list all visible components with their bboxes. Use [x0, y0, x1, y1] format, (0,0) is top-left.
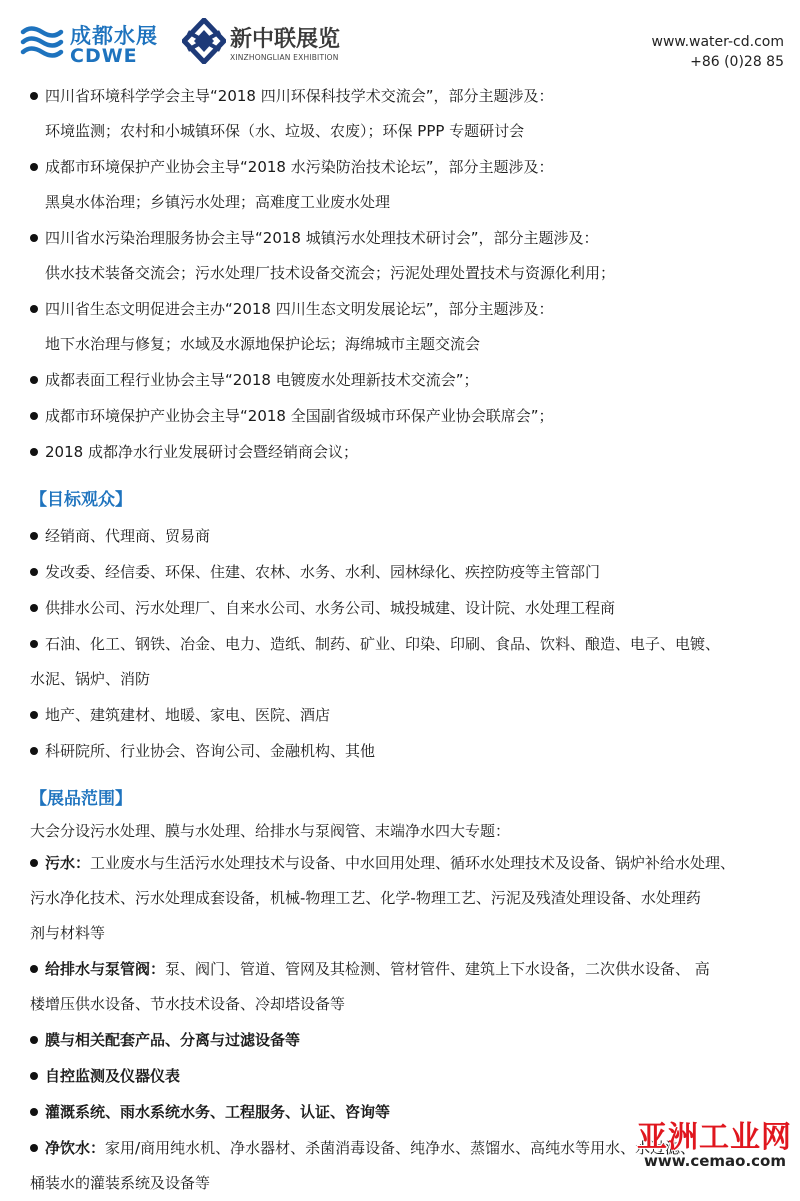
xinzhonglian-logo-cn: 新中联展览 [230, 27, 341, 52]
page-header [0, 0, 800, 78]
list-item-detail: 黑臭水体治理；乡镇污水处理；高难度工业废水处理 [45, 193, 391, 211]
list-item: 四川省环境科学学会主导“2018 四川环保科技学术交流会”，部分主题涉及： [30, 78, 790, 114]
list-item-detail: 环境监测；农村和小城镇环保（水、垃圾、农废）；环保 PPP 专题研讨会 [45, 122, 525, 140]
cdwe-logo [20, 20, 170, 66]
water-waves-icon [20, 20, 64, 64]
exhibits-section-title: 【展品范围】 [30, 789, 132, 809]
list-item-heading: 净饮水： [45, 1139, 106, 1157]
xinzhonglian-logo [182, 18, 352, 68]
list-item-heading: 污水： [45, 854, 91, 872]
list-item-heading: 膜与相关配套产品、分离与过滤设备等 [45, 1031, 301, 1049]
contact-info [652, 32, 785, 72]
list-item-detail: 地下水治理与修复；水域及水源地保护论坛；海绵城市主题交流会 [45, 335, 481, 353]
document-body [30, 78, 790, 1201]
list-item [30, 845, 790, 881]
website-link[interactable]: www.water-cd.com [651, 34, 784, 50]
list-item: 供排水公司、污水处理厂、自来水公司、水务公司、城投城建、设计院、水处理工程商 [30, 590, 790, 626]
list-item: 成都表面工程行业协会主导“2018 电镀废水处理新技术交流会”； [30, 362, 790, 398]
list-item: 经销商、代理商、贸易商 [30, 518, 790, 554]
audience-section-title: 【目标观众】 [30, 490, 132, 510]
list-item [30, 1058, 790, 1094]
watermark [632, 1112, 792, 1178]
list-item: 石油、化工、钢铁、冶金、电力、造纸、制药、矿业、印染、印刷、食品、饮料、酿造、电子、电镀、 [30, 626, 790, 662]
xinzhonglian-mark-icon [182, 18, 226, 64]
cdwe-logo-cn: 成都水展 [70, 24, 158, 48]
list-item: 科研院所、行业协会、咨询公司、金融机构、其他 [30, 733, 790, 769]
list-item: 地产、建筑建材、地暖、家电、医院、酒店 [30, 697, 790, 733]
xinzhonglian-logo-en: XINZHONGLIAN EXHIBITION [230, 53, 339, 62]
list-item-heading: 自控监测及仪器仪表 [45, 1067, 181, 1085]
list-item-detail: 供水技术装备交流会；污水处理厂技术设备交流会；污泥处理处置技术与资源化利用； [45, 264, 616, 282]
list-item: 2018 成都净水行业发展研讨会暨经销商会议； [30, 434, 790, 470]
list-item [30, 1022, 790, 1058]
list-item-detail: 水泥、锅炉、消防 [30, 670, 151, 688]
exhibits-intro: 大会分设污水处理、膜与水处理、给排水与泵阀管、末端净水四大专题： [30, 822, 511, 840]
list-item: 发改委、经信委、环保、住建、农林、水务、水利、园林绿化、疾控防疫等主管部门 [30, 554, 790, 590]
list-item-detail: 剂与材料等 [30, 924, 106, 942]
list-item-text: 家用/商用纯水机、净水器材、杀菌消毒设备、纯净水、蒸馏水、高纯水等用水、水过滤、 [105, 1139, 696, 1157]
list-item: 四川省水污染治理服务协会主导“2018 城镇污水处理技术研讨会”，部分主题涉及： [30, 220, 790, 256]
phone-number: +86 (0)28 85 [690, 54, 784, 70]
list-item-text: 泵、阀门、管道、管网及其检测、管材管件、建筑上下水设备，二次供水设备、 高 [165, 960, 710, 978]
audience-list [30, 518, 790, 769]
watermark-text: 亚洲工业网 [637, 1120, 792, 1155]
list-item-detail: 楼增压供水设备、节水技术设备、冷却塔设备等 [30, 995, 346, 1013]
list-item-detail: 桶装水的灌装系统及设备等 [30, 1174, 211, 1192]
list-item [30, 951, 790, 987]
list-item-heading: 给排水与泵管阀： [45, 960, 166, 978]
list-item: 成都市环境保护产业协会主导“2018 水污染防治技术论坛”，部分主题涉及： [30, 149, 790, 185]
list-item-heading: 灌溉系统、雨水系统水务、工程服务、认证、咨询等 [45, 1103, 391, 1121]
cdwe-logo-en: CDWE [70, 45, 138, 67]
list-item: 成都市环境保护产业协会主导“2018 全国副省级城市环保产业协会联席会”； [30, 398, 790, 434]
forum-list [30, 78, 790, 470]
list-item-text: 工业废水与生活污水处理技术与设备、中水回用处理、循环水处理技术及设备、锅炉补给水处理、 [90, 854, 736, 872]
list-item: 四川省生态文明促进会主办“2018 四川生态文明发展论坛”，部分主题涉及： [30, 291, 790, 327]
list-item-detail: 污水净化技术、污水处理成套设备，机械-物理工艺、化学-物理工艺、污泥及残渣处理设备、水处理药 [30, 889, 701, 907]
watermark-url: www.cemao.com [644, 1152, 786, 1170]
